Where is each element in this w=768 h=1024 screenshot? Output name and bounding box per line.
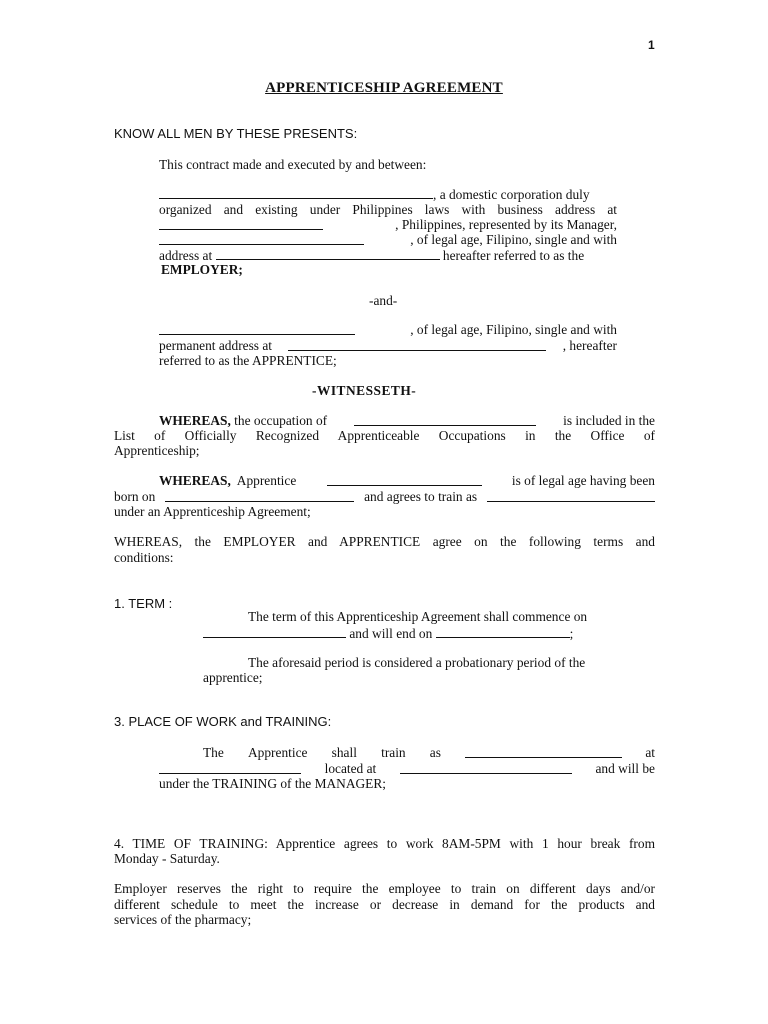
trade-blank[interactable]	[465, 745, 622, 758]
reserves-line-1: Employer reserves the right to require the employee to train on different days and/or	[114, 881, 655, 896]
apprentice-line-2	[159, 338, 617, 354]
page-number: 1	[648, 38, 655, 52]
place-line-1	[203, 745, 655, 761]
place-line-1-head	[203, 745, 441, 761]
reserves-line-2: different schedule to meet the increase or decrease in demand for the products and	[114, 897, 655, 912]
employer-line-3-text: , Philippines, represented by its Manager,	[395, 217, 617, 232]
apprentice-line-2-head: permanent address at	[159, 338, 273, 353]
whereas-2-tail: is of legal age having been	[511, 473, 655, 488]
place-line-2-mid: located at	[324, 761, 377, 776]
whereas-2-born-on: born on	[114, 489, 156, 504]
apprentice-line-1	[159, 322, 617, 338]
place-line-2	[159, 761, 655, 777]
intro-heading: KNOW ALL MEN BY THESE PRESENTS:	[114, 126, 358, 141]
time-line-2: Monday - Saturday.	[114, 851, 220, 866]
employer-line-4-text: , of legal age, Filipino, single and with	[410, 232, 617, 247]
birth-date-blank[interactable]	[165, 489, 354, 502]
occupation-blank[interactable]	[354, 413, 536, 426]
employer-line-3	[159, 217, 617, 233]
whereas-1-line-1	[159, 413, 655, 429]
train-as-blank[interactable]	[487, 489, 655, 502]
term-end-blank[interactable]	[436, 625, 570, 638]
whereas-1-tail: is included in the	[563, 413, 655, 428]
employer-line-1-text: , a domestic corporation duly	[433, 187, 590, 202]
term-line-2-mid: and will end on	[349, 626, 433, 641]
apprentice-address-blank[interactable]	[288, 338, 546, 351]
apprentice-line-1-text: , of legal age, Filipino, single and with	[410, 322, 617, 337]
employer-line-1	[159, 186, 617, 203]
term-heading: 1. TERM :	[114, 596, 173, 611]
document-title: APPRENTICESHIP AGREEMENT	[265, 80, 503, 96]
employer-line-5-head: address at	[159, 248, 213, 263]
employer-line-4	[159, 232, 617, 248]
term-line-1: The term of this Apprenticeship Agreement shall commence on	[248, 609, 588, 624]
witnesseth-heading: -WITNESSETH-	[312, 383, 417, 398]
employer-name-blank[interactable]	[159, 186, 433, 199]
term-para-2-line-2: apprentice;	[203, 670, 263, 685]
apprentice-line-3: referred to as the APPRENTICE;	[159, 353, 337, 368]
place-line-1-word: as	[429, 745, 441, 760]
place-line-2-tail: and will be	[595, 761, 655, 776]
whereas-2-train-as: and agrees to train as	[364, 489, 478, 504]
manager-address-blank[interactable]	[216, 247, 440, 260]
apprentice-name-blank-2[interactable]	[327, 473, 482, 486]
term-start-blank[interactable]	[203, 625, 346, 638]
whereas-2-mid: Apprentice	[236, 473, 297, 488]
apprentice-line-2-tail: , hereafter	[562, 338, 617, 353]
employer-label: EMPLOYER;	[161, 262, 243, 277]
reserves-line-3: services of the pharmacy;	[114, 912, 252, 927]
term-para-2-line-1: The aforesaid period is considered a probationary period of the	[248, 655, 586, 670]
manager-name-blank[interactable]	[159, 232, 364, 245]
employer-line-5-tail: hereafter referred to as the	[442, 248, 585, 263]
place-line-1-word: The	[203, 745, 224, 760]
whereas-1-bold: WHEREAS,	[159, 413, 231, 428]
whereas-3-line-1: WHEREAS, the EMPLOYER and APPRENTICE agree on the following terms and	[114, 534, 655, 549]
whereas-2-line-2	[114, 489, 655, 505]
term-line-2-tail: ;	[569, 626, 574, 641]
employer-line-2: organized and existing under Philippines laws with business address at	[159, 202, 617, 217]
place-line-3: under the TRAINING of the MANAGER;	[159, 776, 386, 791]
and-line: -and-	[369, 293, 398, 308]
whereas-1-line-3: Apprenticeship;	[114, 443, 200, 458]
whereas-2-bold: WHEREAS,	[159, 473, 231, 488]
place-heading: 3. PLACE OF WORK and TRAINING:	[114, 714, 332, 729]
place-line-1-tail: at	[645, 745, 655, 760]
workplace-blank[interactable]	[159, 761, 301, 774]
contract-line: This contract made and executed by and between:	[159, 157, 427, 172]
whereas-3-line-2: conditions:	[114, 550, 174, 565]
whereas-1-line-2: List of Officially Recognized Apprenticeable Occupations in the Office of	[114, 428, 655, 443]
employer-address-blank[interactable]	[159, 217, 323, 230]
place-line-1-word: Apprentice	[247, 745, 308, 760]
place-line-1-word: train	[381, 745, 406, 760]
location-blank[interactable]	[400, 761, 572, 774]
time-line-1: 4. TIME OF TRAINING: Apprentice agrees to work 8AM-5PM with 1 hour break from	[114, 836, 655, 851]
whereas-2-line-1	[159, 473, 655, 489]
apprentice-name-blank[interactable]	[159, 322, 355, 335]
whereas-1-mid: the occupation of	[234, 413, 328, 428]
whereas-2-line-3: under an Apprenticeship Agreement;	[114, 504, 311, 519]
term-line-2	[203, 625, 573, 642]
place-line-1-word: shall	[331, 745, 357, 760]
